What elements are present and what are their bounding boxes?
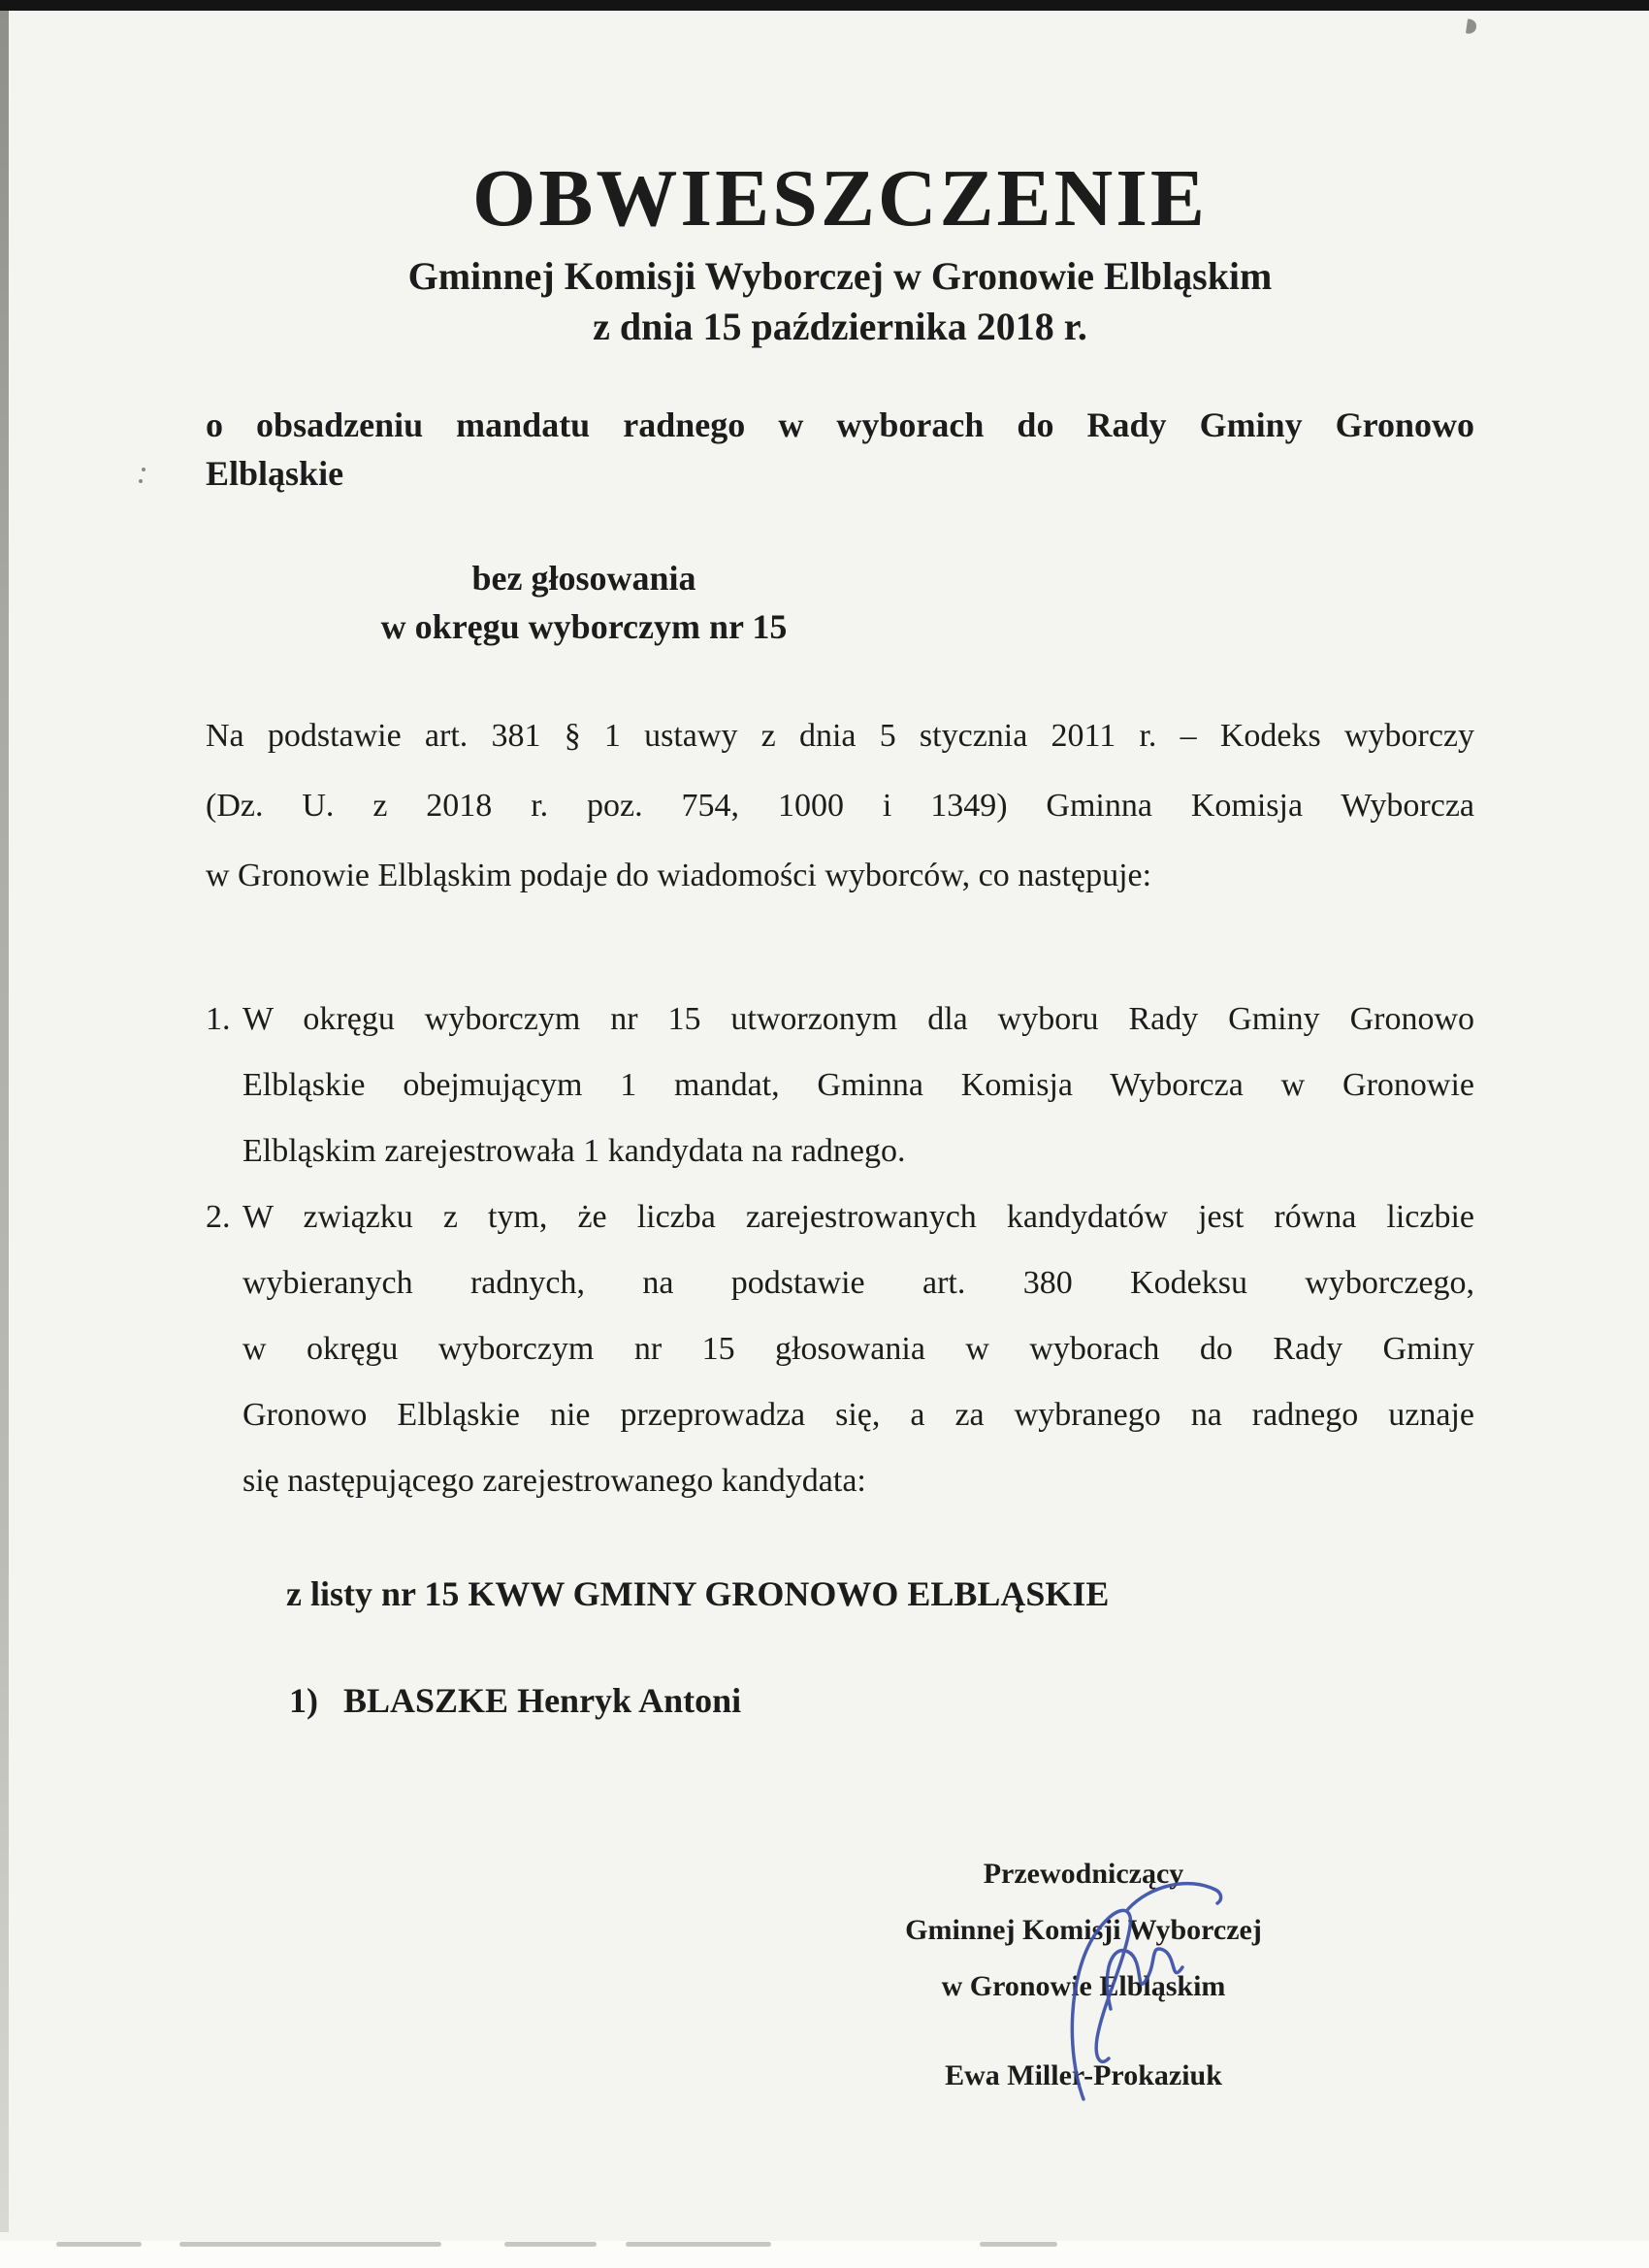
text-line: o obsadzeniu mandatu radnego w wyborach do Rady Gminy Gronowo (206, 405, 1474, 444)
numbered-list (206, 987, 1474, 1514)
scan-artifact (56, 2242, 142, 2247)
text-line: Elbląskie (206, 454, 344, 493)
list-item (206, 1184, 1474, 1514)
text-line: Elbląskim zarejestrowała 1 kandydata na radnego. (242, 1133, 906, 1169)
signer-name: Ewa Miller-Prokaziuk (945, 2059, 1222, 2091)
scan-artifact (139, 468, 146, 489)
text-line: W okręgu wyborczym nr 15 utworzonym dla wyboru Rady Gminy Gronowo (242, 1001, 1474, 1037)
candidate-entry (289, 1677, 1474, 1724)
text-line: Elbląskie obejmującym 1 mandat, Gminna Komisja Wyborcza w Gronowie (242, 1067, 1474, 1103)
text-line: w Gronowie Elbląskim podaje do wiadomości wyborców, co następuje: (206, 858, 1152, 893)
scan-artifact (626, 2242, 771, 2247)
mode-line-no-voting: bez głosowania (471, 559, 696, 598)
scan-edge-left (0, 11, 9, 2232)
list-item-marker: 2. (206, 1199, 231, 1235)
candidate-name: BLASZKE Henryk Antoni (343, 1681, 742, 1720)
signer-role-line: w Gronowie Elbląskim (941, 1970, 1226, 2002)
scan-artifact (504, 2242, 597, 2247)
legal-basis-paragraph (206, 701, 1474, 911)
signer-role-line: Przewodniczący (983, 1858, 1184, 1890)
scan-artifact (179, 2242, 441, 2247)
text-line: wybieranych radnych, na podstawie art. 380 Kodeksu wyborczego, (242, 1265, 1474, 1301)
scan-artifact (980, 2242, 1057, 2247)
voting-mode-block (206, 554, 962, 651)
list-item (206, 987, 1474, 1184)
text-line: się następującego zarejestrowanego kandydata: (242, 1463, 866, 1499)
text-line: (Dz. U. z 2018 r. poz. 754, 1000 i 1349) Gminna Komisja Wyborcza (206, 788, 1474, 824)
document-subject (206, 401, 1474, 498)
list-item-marker: 1. (206, 1001, 231, 1037)
text-line: W związku z tym, że liczba zarejestrowanych kandydatów jest równa liczbie (242, 1199, 1474, 1235)
candidate-marker: 1) (289, 1681, 318, 1720)
list-item-text (242, 987, 1474, 1184)
text-line: Na podstawie art. 381 § 1 ustawy z dnia 5 stycznia 2011 r. – Kodeks wyborczy (206, 718, 1474, 754)
list-item-text (242, 1184, 1474, 1514)
document-content (206, 0, 1474, 1724)
handwritten-signature (1052, 1859, 1232, 2113)
mode-line-district: w okręgu wyborczym nr 15 (380, 607, 788, 646)
document-heading (206, 0, 1474, 350)
text-line: w okręgu wyborczym nr 15 głosowania w wyborach do Rady Gminy (242, 1331, 1474, 1367)
signer-role-line: Gminnej Komisji Wyborczej (905, 1914, 1262, 1946)
document-title: OBWIESZCZENIE (472, 153, 1208, 243)
document-subtitle-date: z dnia 15 października 2018 r. (593, 305, 1087, 348)
text-line: Gronowo Elbląskie nie przeprowadza się, a za wybranego na radnego uznaje (242, 1397, 1474, 1433)
document-subtitle-committee: Gminnej Komisji Wyborczej w Gronowie Elbląskim (407, 254, 1273, 298)
candidate-list-heading: z listy nr 15 KWW GMINY GRONOWO ELBLĄSKIE (286, 1574, 1110, 1613)
